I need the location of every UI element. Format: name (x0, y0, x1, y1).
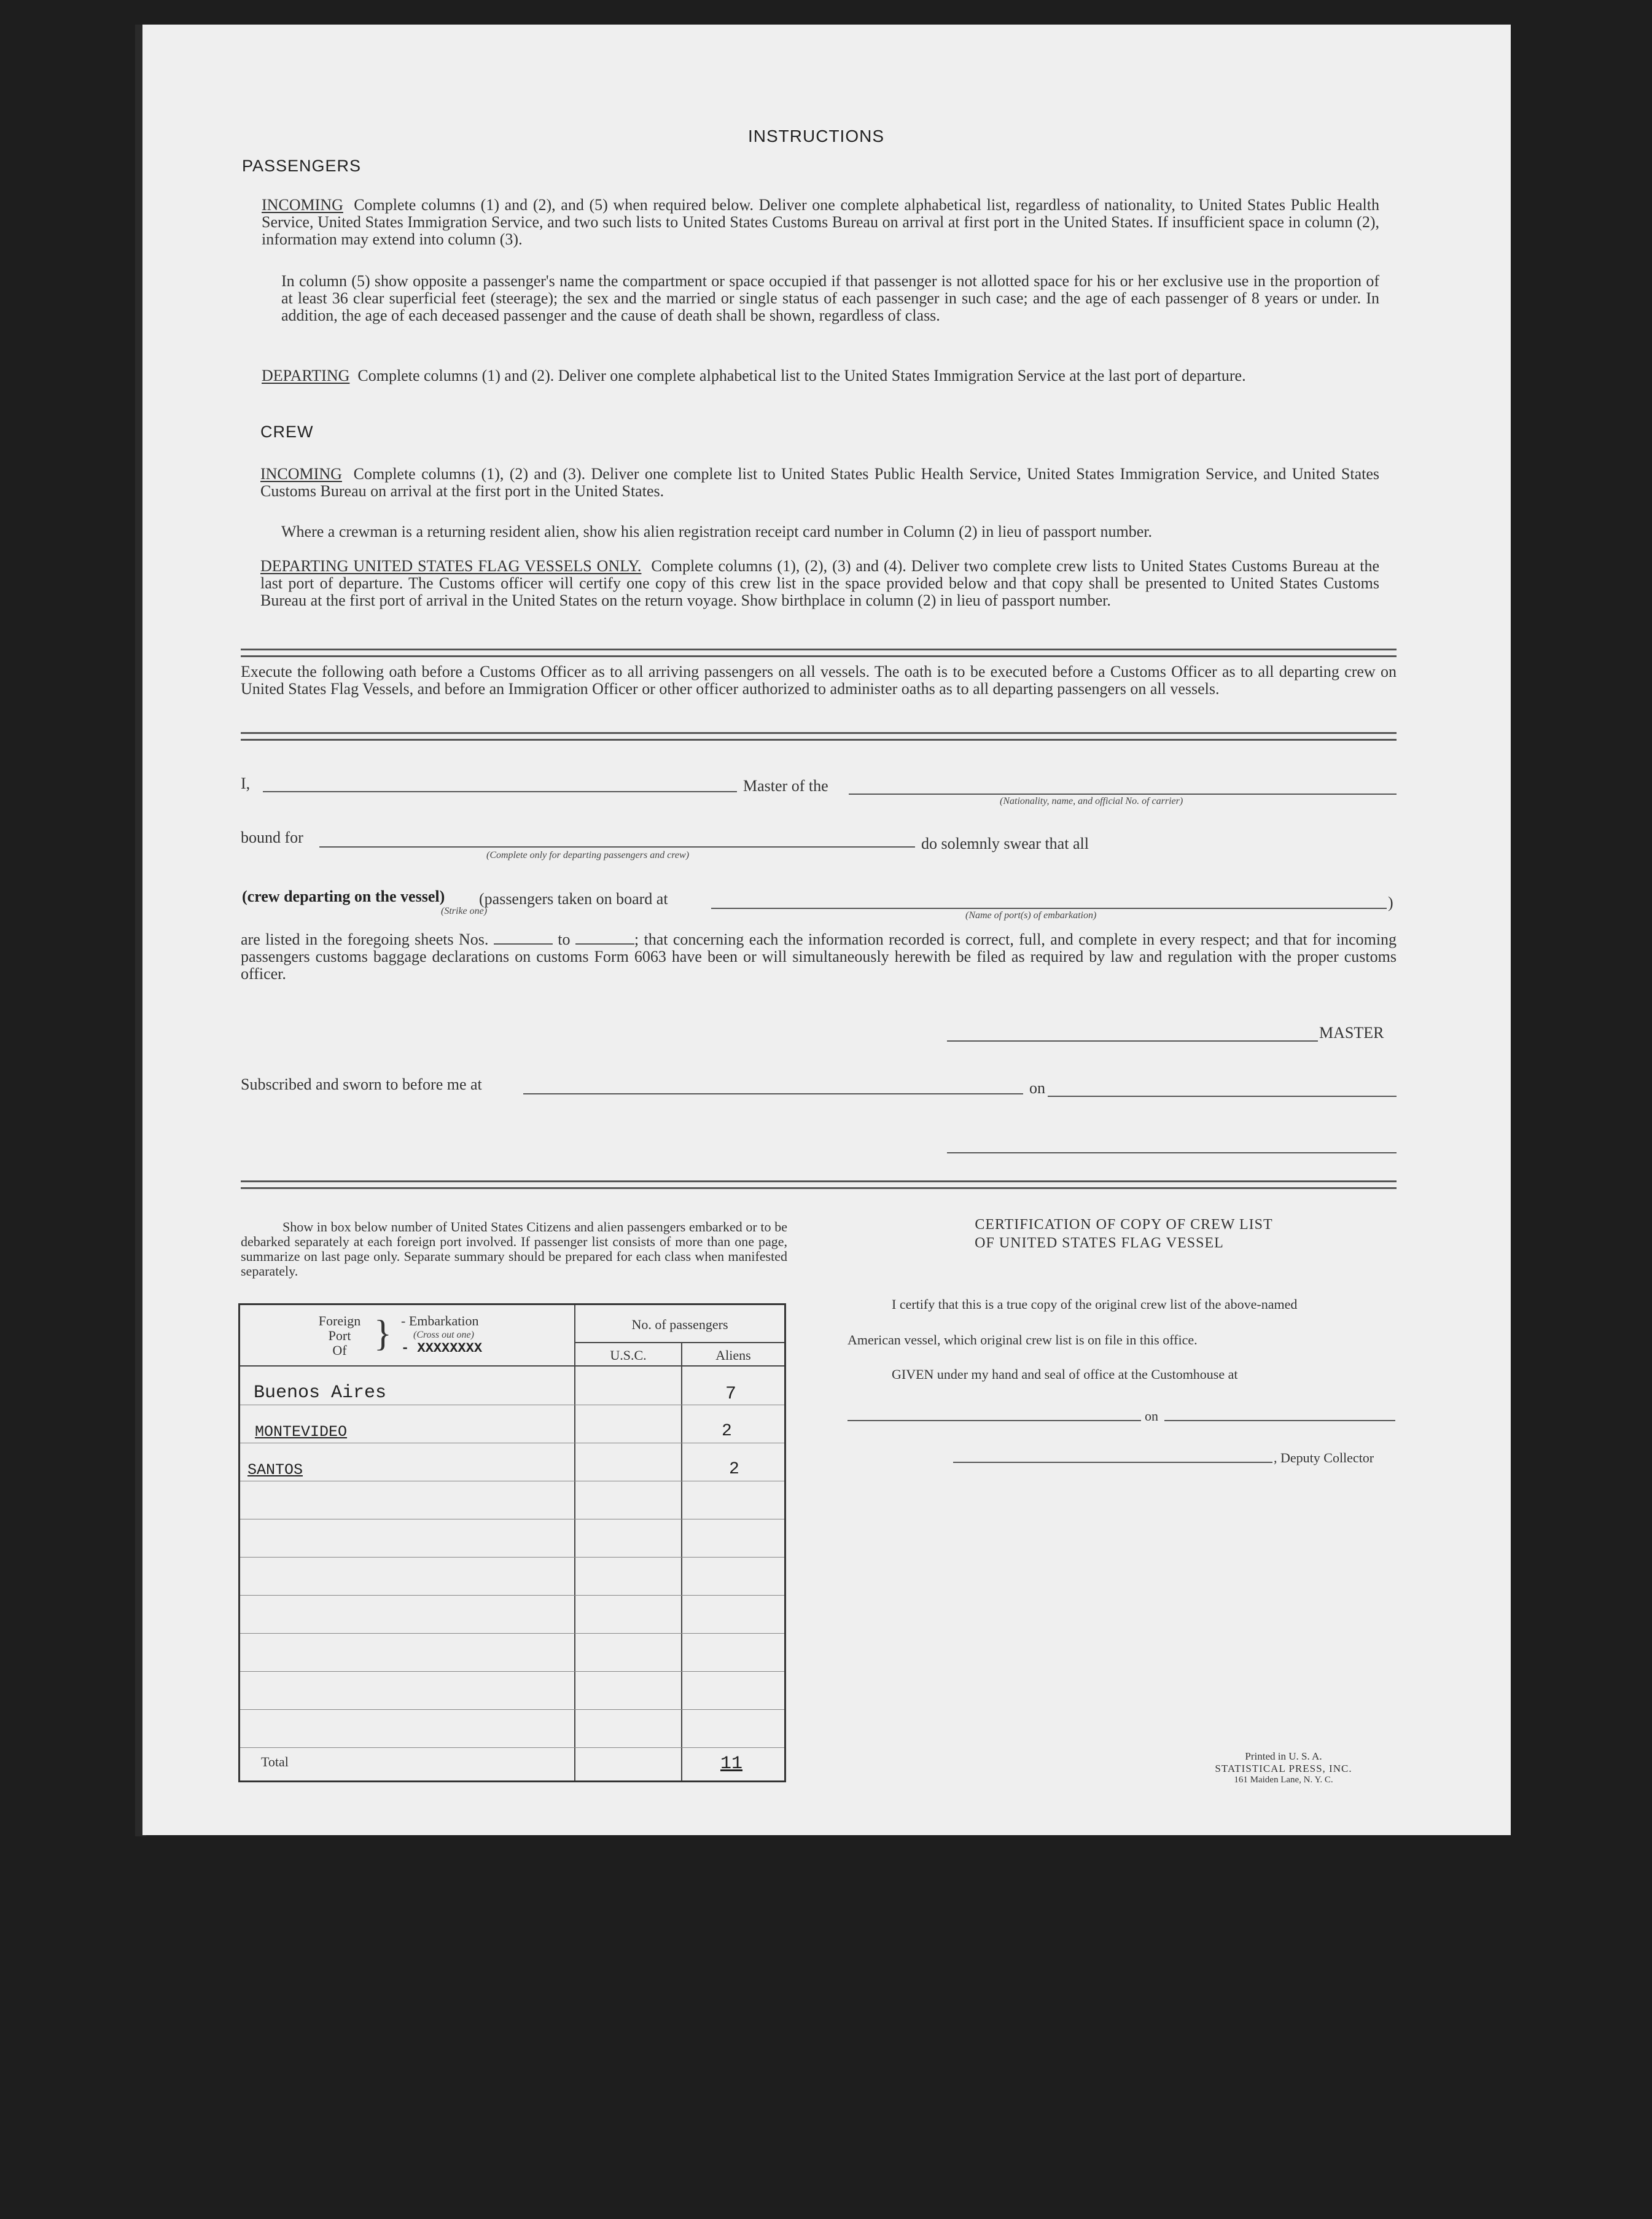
ports-caption: (Name of port(s) of embarkation) (965, 910, 1097, 921)
total-aliens: 11 (720, 1753, 743, 1774)
header-no-passengers: No. of passengers (631, 1317, 728, 1332)
master-label: MASTER (1319, 1024, 1384, 1042)
passengers-departing-paragraph (262, 367, 1379, 384)
passengers-column5-paragraph: In column (5) show opposite a passenger's name the compartment or space occupied if that passenger is not allotted space for his or her exclusive use in the proportion of at least 36 clear superficial feet (steerage); the sex and the married or single status of each passenger in such case; and the age of each passenger of 8 years or under. In addition, the age of each deceased passenger and the cause of death shall be shown, regardless of class. (281, 272, 1379, 324)
table-vline-2 (681, 1342, 682, 1780)
crew-flag-paragraph (260, 558, 1379, 609)
passengers-heading: PASSENGERS (242, 157, 362, 175)
row-2-port: MONTEVIDEO (255, 1423, 348, 1441)
crew-incoming-text: Complete columns (1), (2) and (3). Deliver one complete list to United States Public Health Service, United States Immigration Service, and United States Customs Bureau on arrival at the first port in the United States. (260, 465, 1379, 500)
strike-one-caption: (Strike one) (441, 906, 488, 916)
certification-title-2: OF UNITED STATES FLAG VESSEL (975, 1235, 1224, 1251)
bound-for-field[interactable] (319, 846, 915, 848)
listed-label-b: ; that concerning each the information recorded is correct, full, and complete in every respect; and that for incoming passengers customs baggage declarations on customs Form 6063 have been or will simultaneously herewith be filed as required by law and regulation with the proper customs officer. (241, 930, 1397, 983)
passengers-departing-text: Complete columns (1) and (2). Deliver one complete alphabetical list to the United States Immigration Service at the last port of departure. (357, 367, 1246, 384)
ports-field[interactable] (711, 908, 1387, 909)
crew-incoming-label: INCOMING (260, 465, 342, 483)
crew-alien-paragraph: Where a crewman is a returning resident alien, show his alien registration receipt card number in Column (2) in lieu of passport number. (281, 523, 1153, 540)
passengers-departing-label: DEPARTING (262, 367, 350, 384)
passengers-taken-option[interactable]: (passengers taken on board at (479, 890, 668, 908)
listed-to-label: to (558, 930, 571, 948)
printer-line-1: Printed in U. S. A. (1245, 1750, 1322, 1762)
header-crossed: - XXXXXXXX (401, 1341, 483, 1356)
row-line (240, 1557, 784, 1558)
customhouse-field[interactable] (847, 1420, 1141, 1421)
passengers-incoming-text: Complete columns (1) and (2), and (5) when required below. Deliver one complete alphabetical list, regardless of nationality, to United States Public Health Service, United States Immigration Service, and two such lists to United States Customs Bureau on arrival at first port in the United States. If insufficient space in column (2), information may extend into column (3). (262, 196, 1379, 248)
master-signature-field[interactable] (947, 1040, 1318, 1042)
sheet-to-field[interactable] (575, 943, 634, 945)
total-label: Total (261, 1754, 289, 1769)
passengers-incoming-paragraph (262, 197, 1379, 248)
close-paren: ) (1388, 894, 1393, 911)
row-1-port: Buenos Aires (254, 1382, 387, 1403)
divider-2 (241, 732, 1397, 741)
header-usc: U.S.C. (610, 1347, 647, 1363)
table-header-sep (574, 1342, 784, 1343)
listed-sheets-paragraph (241, 931, 1397, 983)
header-foreign: Foreign (318, 1313, 361, 1328)
subscribed-label: Subscribed and sworn to before me at (241, 1075, 482, 1093)
table-header-bottom (240, 1365, 784, 1367)
row-line (240, 1633, 784, 1634)
brace-icon: } (374, 1313, 392, 1354)
certification-title-1: CERTIFICATION OF COPY OF CREW LIST (975, 1217, 1273, 1233)
divider-1 (241, 649, 1397, 657)
row-1-aliens: 7 (725, 1384, 737, 1405)
certification-text-1: I certify that this is a true copy of the original crew list of the above-named (892, 1297, 1298, 1312)
row-line (240, 1671, 784, 1672)
bound-for-label: bound for (241, 829, 303, 846)
certification-on: on (1145, 1408, 1158, 1424)
summary-instructions: Show in box below number of United States Citizens and alien passengers embarked or to be debarked separately at each foreign port involved. If passenger list consists of more than one page, summarize on last page only. Separate summary should be prepared for each class when manifested separately. (241, 1219, 787, 1279)
carrier-caption: (Nationality, name, and official No. of carrier) (1000, 796, 1183, 806)
deputy-signature-field[interactable] (953, 1462, 1272, 1463)
divider-3 (241, 1180, 1397, 1189)
crew-incoming-paragraph (260, 466, 1379, 500)
passenger-summary-table (238, 1303, 786, 1782)
crew-heading: CREW (260, 423, 314, 441)
crew-departing-option[interactable]: (crew departing on the vessel) (242, 887, 445, 905)
row-3-aliens: 2 (729, 1460, 739, 1479)
row-3-port: SANTOS (247, 1461, 303, 1479)
header-aliens: Aliens (715, 1347, 751, 1363)
printer-line-2: STATISTICAL PRESS, INC. (1215, 1763, 1352, 1774)
crew-flag-text: Complete columns (1), (2), (3) and (4). Deliver two complete crew lists to United States Customs Bureau at the last port of departure. The Customs officer will certify one copy of this crew list in the space provided below and that copy shall be presented to United States Customs Bureau at the first port of arrival in the United States on the return voyage. Show birthplace in column (2) in lieu of passport number. (260, 557, 1380, 609)
printer-line-3: 161 Maiden Lane, N. Y. C. (1234, 1775, 1333, 1785)
header-of: Of (332, 1343, 347, 1358)
certification-text-2: American vessel, which original crew list is on file in this office. (847, 1332, 1198, 1347)
row-line (240, 1747, 784, 1748)
crew-flag-label: DEPARTING UNITED STATES FLAG VESSELS ONLY. (260, 557, 642, 575)
subscribed-on-label: on (1029, 1079, 1045, 1097)
swear-label: do solemnly swear that all (921, 835, 1089, 852)
subscribed-date-field[interactable] (1048, 1096, 1397, 1097)
oath-i-label: I, (241, 774, 251, 792)
listed-label-a: are listed in the foregoing sheets Nos. (241, 930, 489, 948)
header-cross-out: (Cross out one) (413, 1330, 474, 1340)
certification-date-field[interactable] (1164, 1420, 1395, 1421)
page-title: INSTRUCTIONS (748, 127, 884, 146)
row-line (240, 1595, 784, 1596)
header-port: Port (328, 1328, 351, 1343)
row-line (240, 1709, 784, 1710)
sheet-from-field[interactable] (494, 943, 553, 945)
deputy-collector-label: , Deputy Collector (1274, 1450, 1374, 1465)
bound-for-caption: (Complete only for departing passengers and crew) (486, 850, 690, 860)
passengers-incoming-label: INCOMING (262, 196, 343, 214)
carrier-field[interactable] (849, 794, 1397, 795)
oath-intro: Execute the following oath before a Customs Officer as to all arriving passengers on all vessels. The oath is to be executed before a Customs Officer as to all departing crew on United States Flag Vessels, and before an Immigration Officer or other officer authorized to administer oaths as to all departing passengers on all vessels. (241, 663, 1397, 698)
master-name-field[interactable] (263, 791, 737, 792)
officer-signature-field[interactable] (947, 1152, 1397, 1153)
subscribed-place-field[interactable] (523, 1093, 1023, 1094)
header-embarkation: - Embarkation (401, 1313, 479, 1328)
certification-given: GIVEN under my hand and seal of office at the Customhouse at (892, 1367, 1238, 1382)
row-2-aliens: 2 (722, 1422, 732, 1441)
master-of-the-label: Master of the (743, 777, 828, 795)
